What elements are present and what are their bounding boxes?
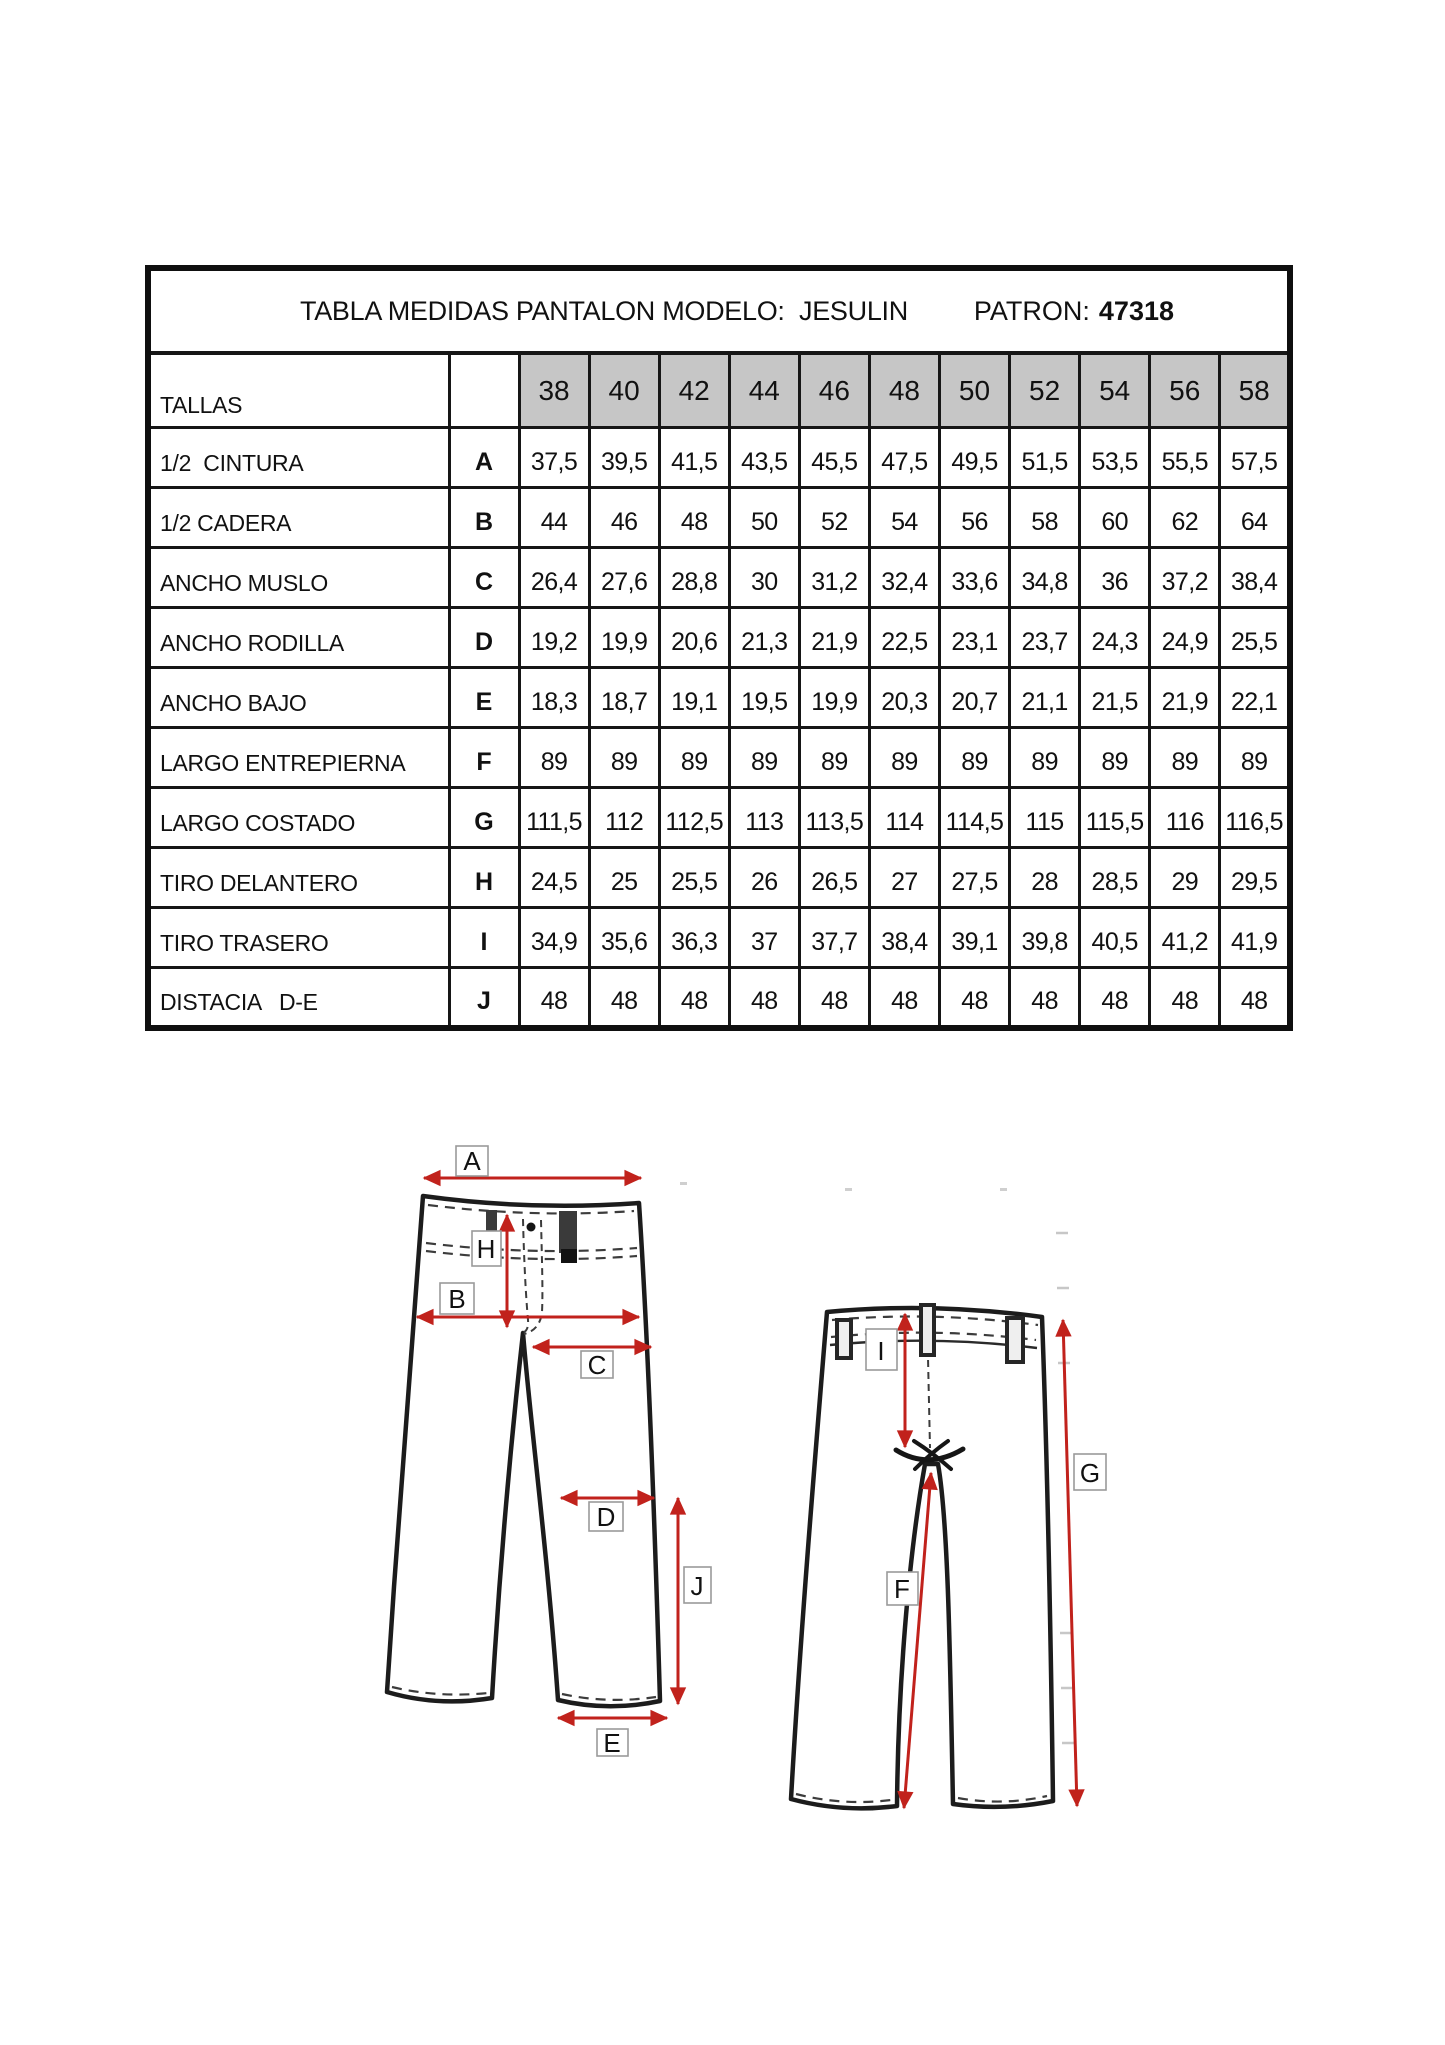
row-value: 50 [729, 488, 799, 548]
size-header-cell: 54 [1080, 353, 1150, 428]
table-row [148, 908, 1290, 968]
row-value: 19,9 [589, 608, 659, 668]
row-value: 33,6 [939, 548, 1009, 608]
row-label: 1/2 CADERA [148, 488, 449, 548]
row-letter: I [449, 908, 519, 968]
row-value: 19,5 [729, 668, 799, 728]
row-value: 56 [939, 488, 1009, 548]
row-value: 49,5 [939, 428, 1009, 488]
row-label: 1/2 CINTURA [148, 428, 449, 488]
row-letter: F [449, 728, 519, 788]
row-value: 26,5 [799, 848, 869, 908]
row-value: 31,2 [799, 548, 869, 608]
row-value: 21,5 [1080, 668, 1150, 728]
row-label: TIRO DELANTERO [148, 848, 449, 908]
row-value: 89 [1220, 728, 1290, 788]
row-letter: J [449, 968, 519, 1028]
row-value: 112 [589, 788, 659, 848]
row-value: 46 [589, 488, 659, 548]
row-value: 89 [939, 728, 1009, 788]
row-value: 21,9 [799, 608, 869, 668]
table-row [148, 728, 1290, 788]
row-letter: E [449, 668, 519, 728]
row-value: 89 [589, 728, 659, 788]
row-value: 27 [869, 848, 939, 908]
table-row [148, 548, 1290, 608]
row-value: 48 [1220, 968, 1290, 1028]
svg-text:B: B [448, 1284, 466, 1314]
row-letter: C [449, 548, 519, 608]
size-header-cell: 42 [659, 353, 729, 428]
row-value: 89 [729, 728, 799, 788]
row-letter: A [449, 428, 519, 488]
size-header-cell: 52 [1010, 353, 1080, 428]
row-value: 36 [1080, 548, 1150, 608]
row-value: 111,5 [519, 788, 589, 848]
table-header-row [148, 353, 1290, 428]
row-value: 48 [869, 968, 939, 1028]
table-row [148, 668, 1290, 728]
measurement-table [145, 265, 1293, 1031]
row-label: ANCHO MUSLO [148, 548, 449, 608]
pants-back-outline [791, 1308, 1053, 1808]
row-letter: H [449, 848, 519, 908]
row-value: 28,8 [659, 548, 729, 608]
row-value: 115,5 [1080, 788, 1150, 848]
diagram-label-f [887, 1572, 918, 1605]
back-belt-loop-center [921, 1305, 934, 1355]
row-value: 24,3 [1080, 608, 1150, 668]
row-value: 89 [1010, 728, 1080, 788]
row-value: 112,5 [659, 788, 729, 848]
row-value: 48 [659, 968, 729, 1028]
row-value: 89 [519, 728, 589, 788]
row-value: 20,3 [869, 668, 939, 728]
size-header-cell: 58 [1220, 353, 1290, 428]
row-value: 28 [1010, 848, 1080, 908]
row-value: 60 [1080, 488, 1150, 548]
table-row [148, 848, 1290, 908]
size-header-cell: 56 [1150, 353, 1220, 428]
row-value: 48 [1150, 968, 1220, 1028]
row-value: 21,3 [729, 608, 799, 668]
diagram-label-g [1074, 1454, 1106, 1490]
row-value: 58 [1010, 488, 1080, 548]
row-value: 116 [1150, 788, 1220, 848]
svg-text:G: G [1079, 1458, 1101, 1488]
table-row [148, 428, 1290, 488]
row-value: 18,7 [589, 668, 659, 728]
row-value: 89 [1080, 728, 1150, 788]
row-label: ANCHO RODILLA [148, 608, 449, 668]
svg-text:H: H [476, 1234, 496, 1264]
row-value: 19,1 [659, 668, 729, 728]
row-letter: B [449, 488, 519, 548]
row-value: 29,5 [1220, 848, 1290, 908]
row-value: 23,7 [1010, 608, 1080, 668]
diagram-label-i [866, 1329, 897, 1370]
row-label: LARGO ENTREPIERNA [148, 728, 449, 788]
diagram-label-b [440, 1283, 474, 1314]
row-value: 89 [799, 728, 869, 788]
pants-front-view [387, 1196, 660, 1706]
row-value: 47,5 [869, 428, 939, 488]
row-value: 21,9 [1150, 668, 1220, 728]
size-header-cell: 40 [589, 353, 659, 428]
row-value: 48 [939, 968, 1009, 1028]
row-value: 37,2 [1150, 548, 1220, 608]
row-value: 41,9 [1220, 908, 1290, 968]
row-letter: D [449, 608, 519, 668]
row-value: 43,5 [729, 428, 799, 488]
row-value: 20,6 [659, 608, 729, 668]
row-value: 45,5 [799, 428, 869, 488]
front-belt-loop-right-end [561, 1249, 577, 1263]
svg-text:J: J [690, 1571, 704, 1601]
front-waist-button [527, 1223, 536, 1232]
row-value: 51,5 [1010, 428, 1080, 488]
row-value: 22,5 [869, 608, 939, 668]
back-belt-loop-right [1007, 1318, 1023, 1362]
row-label: DISTACIA D-E [148, 968, 449, 1028]
row-value: 48 [729, 968, 799, 1028]
diagram-label-j [684, 1567, 711, 1603]
row-value: 57,5 [1220, 428, 1290, 488]
patron-label: PATRON: [973, 295, 1090, 326]
svg-text:A: A [463, 1146, 481, 1176]
table-title-row [148, 268, 1290, 353]
row-value: 53,5 [1080, 428, 1150, 488]
pants-back-view [791, 1305, 1053, 1808]
svg-text:F: F [894, 1574, 910, 1604]
row-value: 89 [1150, 728, 1220, 788]
row-value: 19,2 [519, 608, 589, 668]
row-value: 24,5 [519, 848, 589, 908]
row-value: 39,5 [589, 428, 659, 488]
diagram-label-e [597, 1728, 628, 1758]
size-header-cell: 38 [519, 353, 589, 428]
row-value: 89 [659, 728, 729, 788]
row-value: 114 [869, 788, 939, 848]
table-body [148, 428, 1290, 1028]
diagram-label-a [456, 1146, 488, 1176]
size-header-cell: 50 [939, 353, 1009, 428]
row-value: 22,1 [1220, 668, 1290, 728]
table-row [148, 488, 1290, 548]
row-value: 62 [1150, 488, 1220, 548]
row-value: 48 [1010, 968, 1080, 1028]
size-header-cell: 46 [799, 353, 869, 428]
row-value: 114,5 [939, 788, 1009, 848]
row-value: 113,5 [799, 788, 869, 848]
table-title: TABLA MEDIDAS PANTALON MODELO: JESULIN [300, 295, 908, 326]
arrow-G-side-length [1063, 1320, 1077, 1806]
row-value: 52 [799, 488, 869, 548]
back-belt-loop-left [837, 1320, 851, 1358]
svg-text:D: D [596, 1502, 616, 1532]
empty-header-cell [449, 353, 519, 428]
size-header-cell: 48 [869, 353, 939, 428]
diagram-label-d [589, 1502, 623, 1532]
row-value: 36,3 [659, 908, 729, 968]
row-value: 25 [589, 848, 659, 908]
row-value: 48 [1080, 968, 1150, 1028]
row-value: 40,5 [1080, 908, 1150, 968]
row-value: 24,9 [1150, 608, 1220, 668]
pants-front-outline [387, 1196, 660, 1706]
row-value: 20,7 [939, 668, 1009, 728]
row-value: 44 [519, 488, 589, 548]
row-value: 48 [519, 968, 589, 1028]
row-value: 28,5 [1080, 848, 1150, 908]
row-value: 29 [1150, 848, 1220, 908]
table-row [148, 968, 1290, 1028]
row-value: 41,5 [659, 428, 729, 488]
row-value: 21,1 [1010, 668, 1080, 728]
row-value: 35,6 [589, 908, 659, 968]
row-value: 38,4 [1220, 548, 1290, 608]
row-value: 48 [799, 968, 869, 1028]
row-value: 48 [659, 488, 729, 548]
row-value: 89 [869, 728, 939, 788]
row-value: 25,5 [659, 848, 729, 908]
row-value: 37 [729, 908, 799, 968]
row-value: 34,8 [1010, 548, 1080, 608]
row-value: 27,6 [589, 548, 659, 608]
row-value: 23,1 [939, 608, 1009, 668]
row-value: 37,7 [799, 908, 869, 968]
row-value: 34,9 [519, 908, 589, 968]
row-value: 116,5 [1220, 788, 1290, 848]
row-value: 19,9 [799, 668, 869, 728]
row-label: LARGO COSTADO [148, 788, 449, 848]
row-value: 30 [729, 548, 799, 608]
svg-text:E: E [603, 1728, 621, 1758]
front-belt-loop-right [559, 1211, 577, 1253]
table-row [148, 788, 1290, 848]
diagram-label-h [472, 1231, 501, 1266]
row-value: 64 [1220, 488, 1290, 548]
row-label: TIRO TRASERO [148, 908, 449, 968]
row-value: 39,1 [939, 908, 1009, 968]
row-value: 32,4 [869, 548, 939, 608]
row-value: 26 [729, 848, 799, 908]
row-value: 27,5 [939, 848, 1009, 908]
row-value: 26,4 [519, 548, 589, 608]
row-value: 38,4 [869, 908, 939, 968]
size-header-cell: 44 [729, 353, 799, 428]
row-value: 48 [589, 968, 659, 1028]
patron-number: 47318 [1098, 295, 1174, 326]
tallas-header: TALLAS [148, 353, 449, 428]
diagram-label-c [581, 1350, 613, 1380]
row-letter: G [449, 788, 519, 848]
row-value: 25,5 [1220, 608, 1290, 668]
row-value: 41,2 [1150, 908, 1220, 968]
row-value: 113 [729, 788, 799, 848]
row-value: 37,5 [519, 428, 589, 488]
pants-diagrams [0, 1040, 1445, 2045]
row-value: 55,5 [1150, 428, 1220, 488]
table-row [148, 608, 1290, 668]
row-label: ANCHO BAJO [148, 668, 449, 728]
svg-text:C: C [587, 1350, 607, 1380]
svg-text:I: I [877, 1336, 885, 1366]
row-value: 39,8 [1010, 908, 1080, 968]
row-value: 54 [869, 488, 939, 548]
patron [974, 296, 1174, 327]
row-value: 18,3 [519, 668, 589, 728]
row-value: 115 [1010, 788, 1080, 848]
